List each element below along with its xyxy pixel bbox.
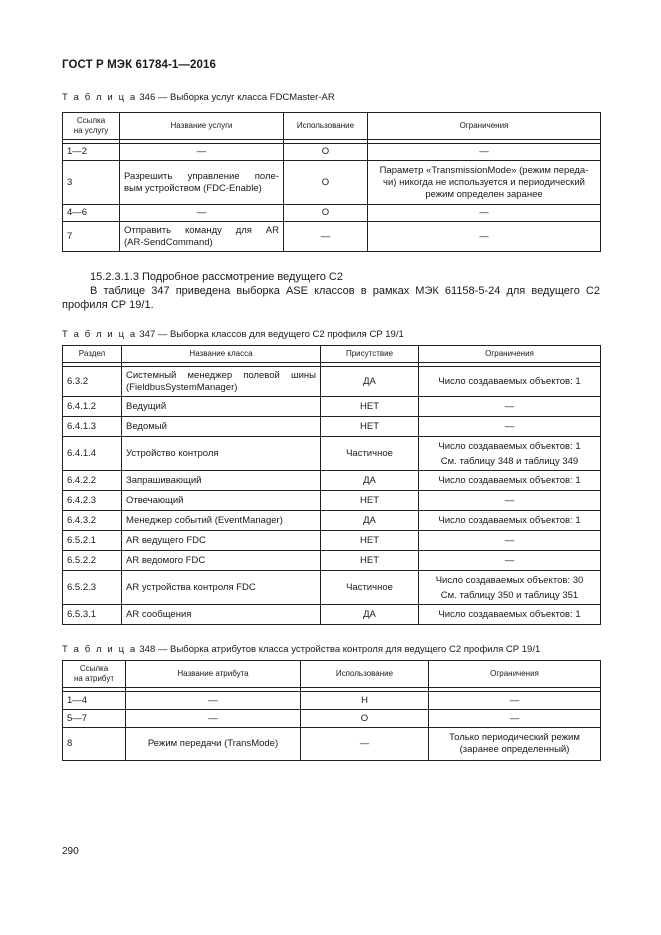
table-row: 7 Отправить команду для AR (AR-SendCommand) — — bbox=[63, 222, 601, 252]
section-heading: 15.2.3.1.3 Подробное рассмотрение ведущего С2 bbox=[90, 271, 343, 283]
column-header-limits: Ограничения bbox=[429, 661, 601, 688]
table-row: 6.5.3.1 AR сообщения ДА Число создаваемых объектов: 1 bbox=[63, 605, 601, 625]
column-header-limits: Ограничения bbox=[419, 346, 601, 363]
table-row: 6.4.3.2 Менеджер событий (EventManager) ДА Число создаваемых объектов: 1 bbox=[63, 511, 601, 531]
table-row: 1—2 — О — bbox=[63, 144, 601, 161]
table-row: 6.4.1.2 Ведущий НЕТ — bbox=[63, 397, 601, 417]
table-row: 6.3.2 Системный менеджер полевой шины (FieldbusSystemManager) ДА Число создаваемых объектов: 1 bbox=[63, 367, 601, 397]
table-346-caption bbox=[62, 92, 335, 103]
column-header-ref: Ссылка на атрибут bbox=[63, 661, 126, 688]
table-row: 6.4.2.3 Отвечающий НЕТ — bbox=[63, 491, 601, 511]
table-label: Т а б л и ц а bbox=[62, 92, 137, 103]
table-row: 8 Режим передачи (TransMode) — Только периодический режим (заранее определенный) bbox=[63, 728, 601, 761]
column-header-presence: Присутствие bbox=[321, 346, 419, 363]
section-block bbox=[62, 270, 600, 312]
column-header-usage: Использование bbox=[284, 113, 368, 140]
column-header-name: Название атрибута bbox=[126, 661, 301, 688]
table-348 bbox=[62, 660, 601, 761]
page-number: 290 bbox=[62, 846, 79, 857]
table-row: 6.5.2.3 AR устройства контроля FDC Частичное Число создаваемых объектов: 30 См. таблицу 350 и таблицу 351 bbox=[63, 571, 601, 605]
column-header-name: Название класса bbox=[122, 346, 321, 363]
table-row: 6.4.1.4 Устройство контроля Частичное Число создаваемых объектов: 1 См. таблицу 348 и таблицу 349 bbox=[63, 437, 601, 471]
table-label: Т а б л и ц а bbox=[62, 329, 137, 340]
table-row: 6.5.2.2 AR ведомого FDC НЕТ — bbox=[63, 551, 601, 571]
table-row: 3 Разрешить управление поле- вым устройством (FDC-Enable) О Параметр «TransmissionMode» (режим переда- чи) никогда не используется и периодический режим определен заранее bbox=[63, 161, 601, 205]
table-row: 6.4.1.3 Ведомый НЕТ — bbox=[63, 417, 601, 437]
column-header-ref: Ссылка на услугу bbox=[63, 113, 120, 140]
caption-text: 346 — Выборка услуг класса FDCMaster-AR bbox=[136, 92, 335, 103]
table-347-caption bbox=[62, 329, 404, 340]
column-header-usage: Использование bbox=[301, 661, 429, 688]
table-label: Т а б л и ц а bbox=[62, 644, 137, 655]
table-row: 5—7 — О — bbox=[63, 710, 601, 728]
column-header-name: Название услуги bbox=[120, 113, 284, 140]
caption-text: 348 — Выборка атрибутов класса устройства контроля для ведущего С2 профиля СР 19/1 bbox=[136, 644, 541, 655]
table-347 bbox=[62, 345, 601, 625]
table-348-caption bbox=[62, 644, 540, 655]
table-row: 1—4 — Н — bbox=[63, 692, 601, 710]
column-header-section: Раздел bbox=[63, 346, 122, 363]
section-paragraph: В таблице 347 приведена выборка ASE классов в рамках МЭК 61158-5-24 для ведущего С2 профиля СР 19/1. bbox=[62, 285, 600, 311]
caption-text: 347 — Выборка классов для ведущего С2 профиля СР 19/1 bbox=[136, 329, 404, 340]
table-346 bbox=[62, 112, 601, 252]
table-row: 6.5.2.1 AR ведущего FDC НЕТ — bbox=[63, 531, 601, 551]
table-row: 4—6 — О — bbox=[63, 205, 601, 222]
column-header-limits: Ограничения bbox=[368, 113, 601, 140]
document-header: ГОСТ Р МЭК 61784-1—2016 bbox=[62, 59, 216, 71]
table-row: 6.4.2.2 Запрашивающий ДА Число создаваемых объектов: 1 bbox=[63, 471, 601, 491]
